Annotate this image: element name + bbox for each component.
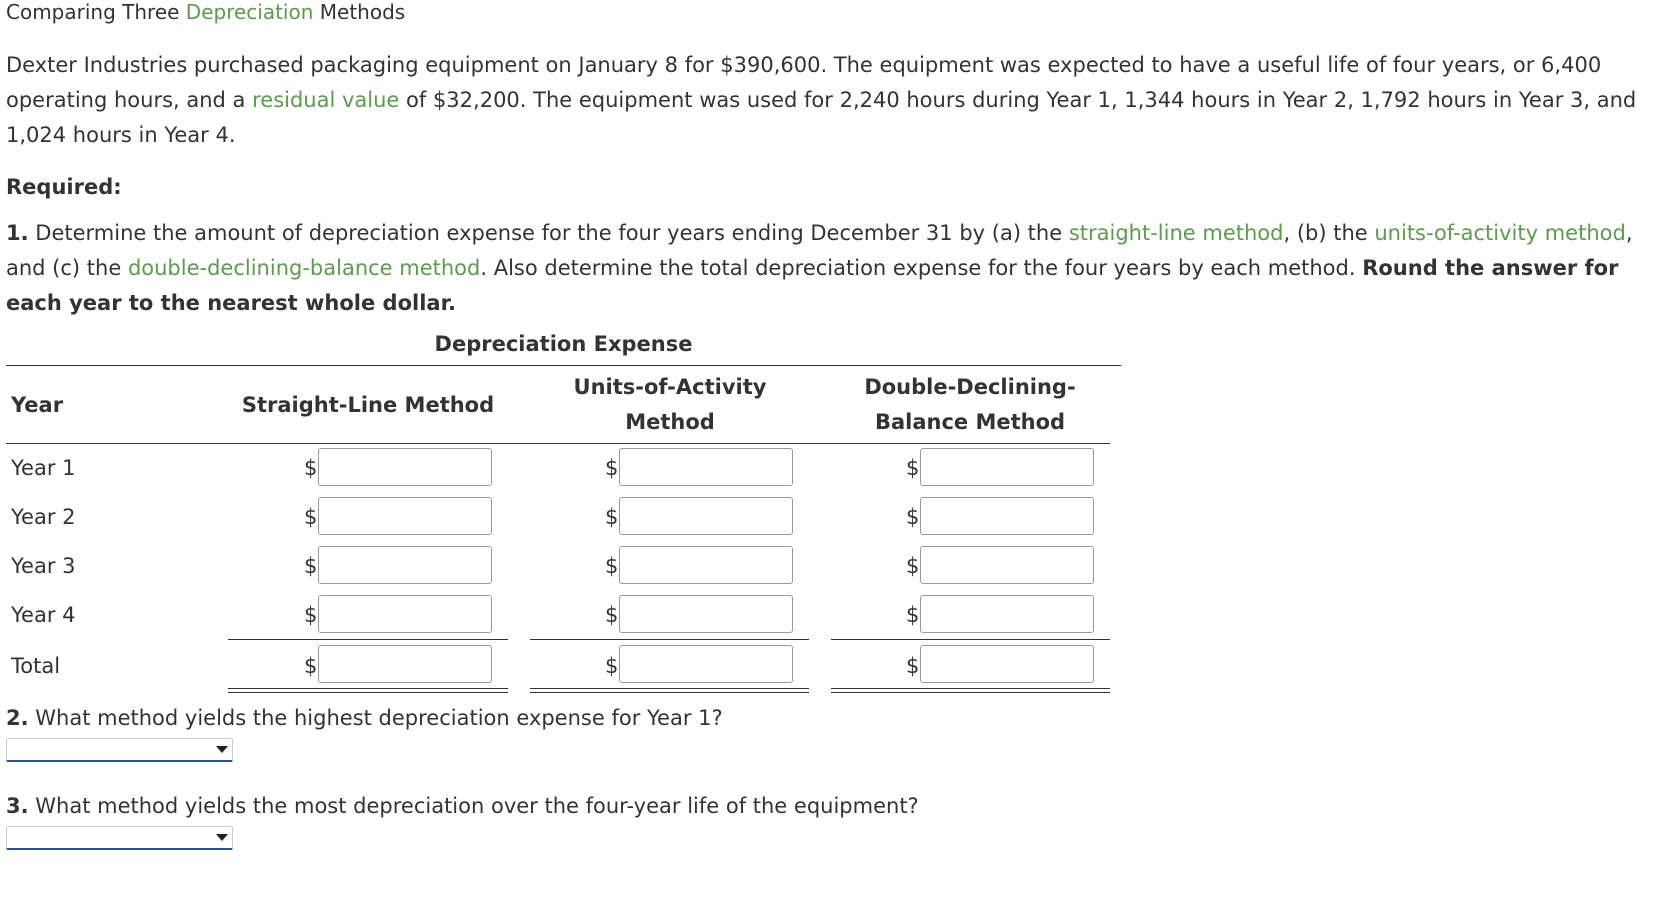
straight-line-year-4-input[interactable] <box>318 595 492 633</box>
units-of-activity-year-3-input[interactable] <box>619 546 793 584</box>
currency-symbol: $ <box>906 554 920 578</box>
double-declining-year-1-input[interactable] <box>920 448 1094 486</box>
currency-symbol: $ <box>304 654 318 678</box>
question-number: 1. <box>6 221 29 245</box>
units-of-activity-year-4-input[interactable] <box>619 595 793 633</box>
units-of-activity-year-1-input[interactable] <box>619 448 793 486</box>
currency-symbol: $ <box>906 505 920 529</box>
subtotal-rule-straight-line <box>228 639 508 640</box>
currency-symbol: $ <box>605 554 619 578</box>
double-declining-year-4-input[interactable] <box>920 595 1094 633</box>
row-label-year-2: Year 2 <box>11 505 76 529</box>
residual-value-link[interactable]: residual value <box>252 88 400 112</box>
straight-line-total-input[interactable] <box>318 645 492 683</box>
caret-down-icon <box>216 746 228 753</box>
total-double-rule-units-of-activity <box>530 688 809 693</box>
straight-line-year-3-input[interactable] <box>318 546 492 584</box>
units-of-activity-link[interactable]: units-of-activity method <box>1374 221 1626 245</box>
problem-description: Dexter Industries purchased packaging equipment on January 8 for $390,600. The equipment was expected to have a useful life of four years, or 6,400 operating hours, and a residual value of $32,200. The equipment was used for 2,240 hours during Year 1, 1,344 hours in Year 2, 1,792 hours in Year 3, and 1,024 hours in Year 4. <box>6 53 1637 147</box>
currency-symbol: $ <box>304 505 318 529</box>
row-label-year-3: Year 3 <box>11 554 76 578</box>
total-double-rule-double-declining <box>831 688 1110 693</box>
straight-line-link[interactable]: straight-line method <box>1068 221 1284 245</box>
question-2: 2. What method yields the highest depreciation expense for Year 1? <box>6 706 723 730</box>
rounding-instruction: Round the answer for each year to the nearest whole dollar. <box>6 256 1619 315</box>
currency-symbol: $ <box>605 603 619 627</box>
question-1: 1. Determine the amount of depreciation expense for the four years ending December 31 by (a) the straight-line method, (b) the units-of-activity method, and (c) the double-declining-balance method. Also determine the total depreciation expense for the four years by each method. Round the answer for each year to the nearest whole dollar. <box>6 221 1633 315</box>
double-declining-total-input[interactable] <box>920 645 1094 683</box>
subtotal-rule-units-of-activity <box>530 639 809 640</box>
currency-symbol: $ <box>605 456 619 480</box>
column-header-year: Year <box>11 393 64 417</box>
question-2-dropdown[interactable] <box>6 738 233 762</box>
column-header-units-of-activity: Units-of-Activity Method <box>573 375 767 434</box>
row-label-year-1: Year 1 <box>11 456 76 480</box>
double-declining-year-3-input[interactable] <box>920 546 1094 584</box>
double-declining-year-2-input[interactable] <box>920 497 1094 535</box>
row-label-total: Total <box>11 654 61 678</box>
depreciation-link[interactable]: Depreciation <box>185 0 314 24</box>
double-declining-balance-link[interactable]: double-declining-balance method <box>127 256 481 280</box>
table-caption: Depreciation Expense <box>434 332 693 356</box>
currency-symbol: $ <box>906 603 920 627</box>
header-rule <box>6 443 1110 444</box>
question-3-dropdown[interactable] <box>6 826 233 850</box>
required-heading: Required: <box>6 175 122 199</box>
currency-symbol: $ <box>605 654 619 678</box>
column-header-straight-line: Straight-Line Method <box>241 393 495 417</box>
total-double-rule-straight-line <box>228 688 508 693</box>
currency-symbol: $ <box>906 654 920 678</box>
column-header-double-declining: Double-Declining- Balance Method <box>864 375 1076 434</box>
straight-line-year-2-input[interactable] <box>318 497 492 535</box>
row-label-year-4: Year 4 <box>11 603 76 627</box>
problem-title: Comparing Three Depreciation Methods <box>6 0 406 24</box>
units-of-activity-total-input[interactable] <box>619 645 793 683</box>
units-of-activity-year-2-input[interactable] <box>619 497 793 535</box>
currency-symbol: $ <box>304 603 318 627</box>
currency-symbol: $ <box>304 456 318 480</box>
currency-symbol: $ <box>605 505 619 529</box>
caption-rule <box>6 365 1121 366</box>
caret-down-icon <box>216 834 228 841</box>
subtotal-rule-double-declining <box>831 639 1110 640</box>
currency-symbol: $ <box>906 456 920 480</box>
currency-symbol: $ <box>304 554 318 578</box>
question-3: 3. What method yields the most depreciation over the four-year life of the equipment? <box>6 794 919 818</box>
straight-line-year-1-input[interactable] <box>318 448 492 486</box>
